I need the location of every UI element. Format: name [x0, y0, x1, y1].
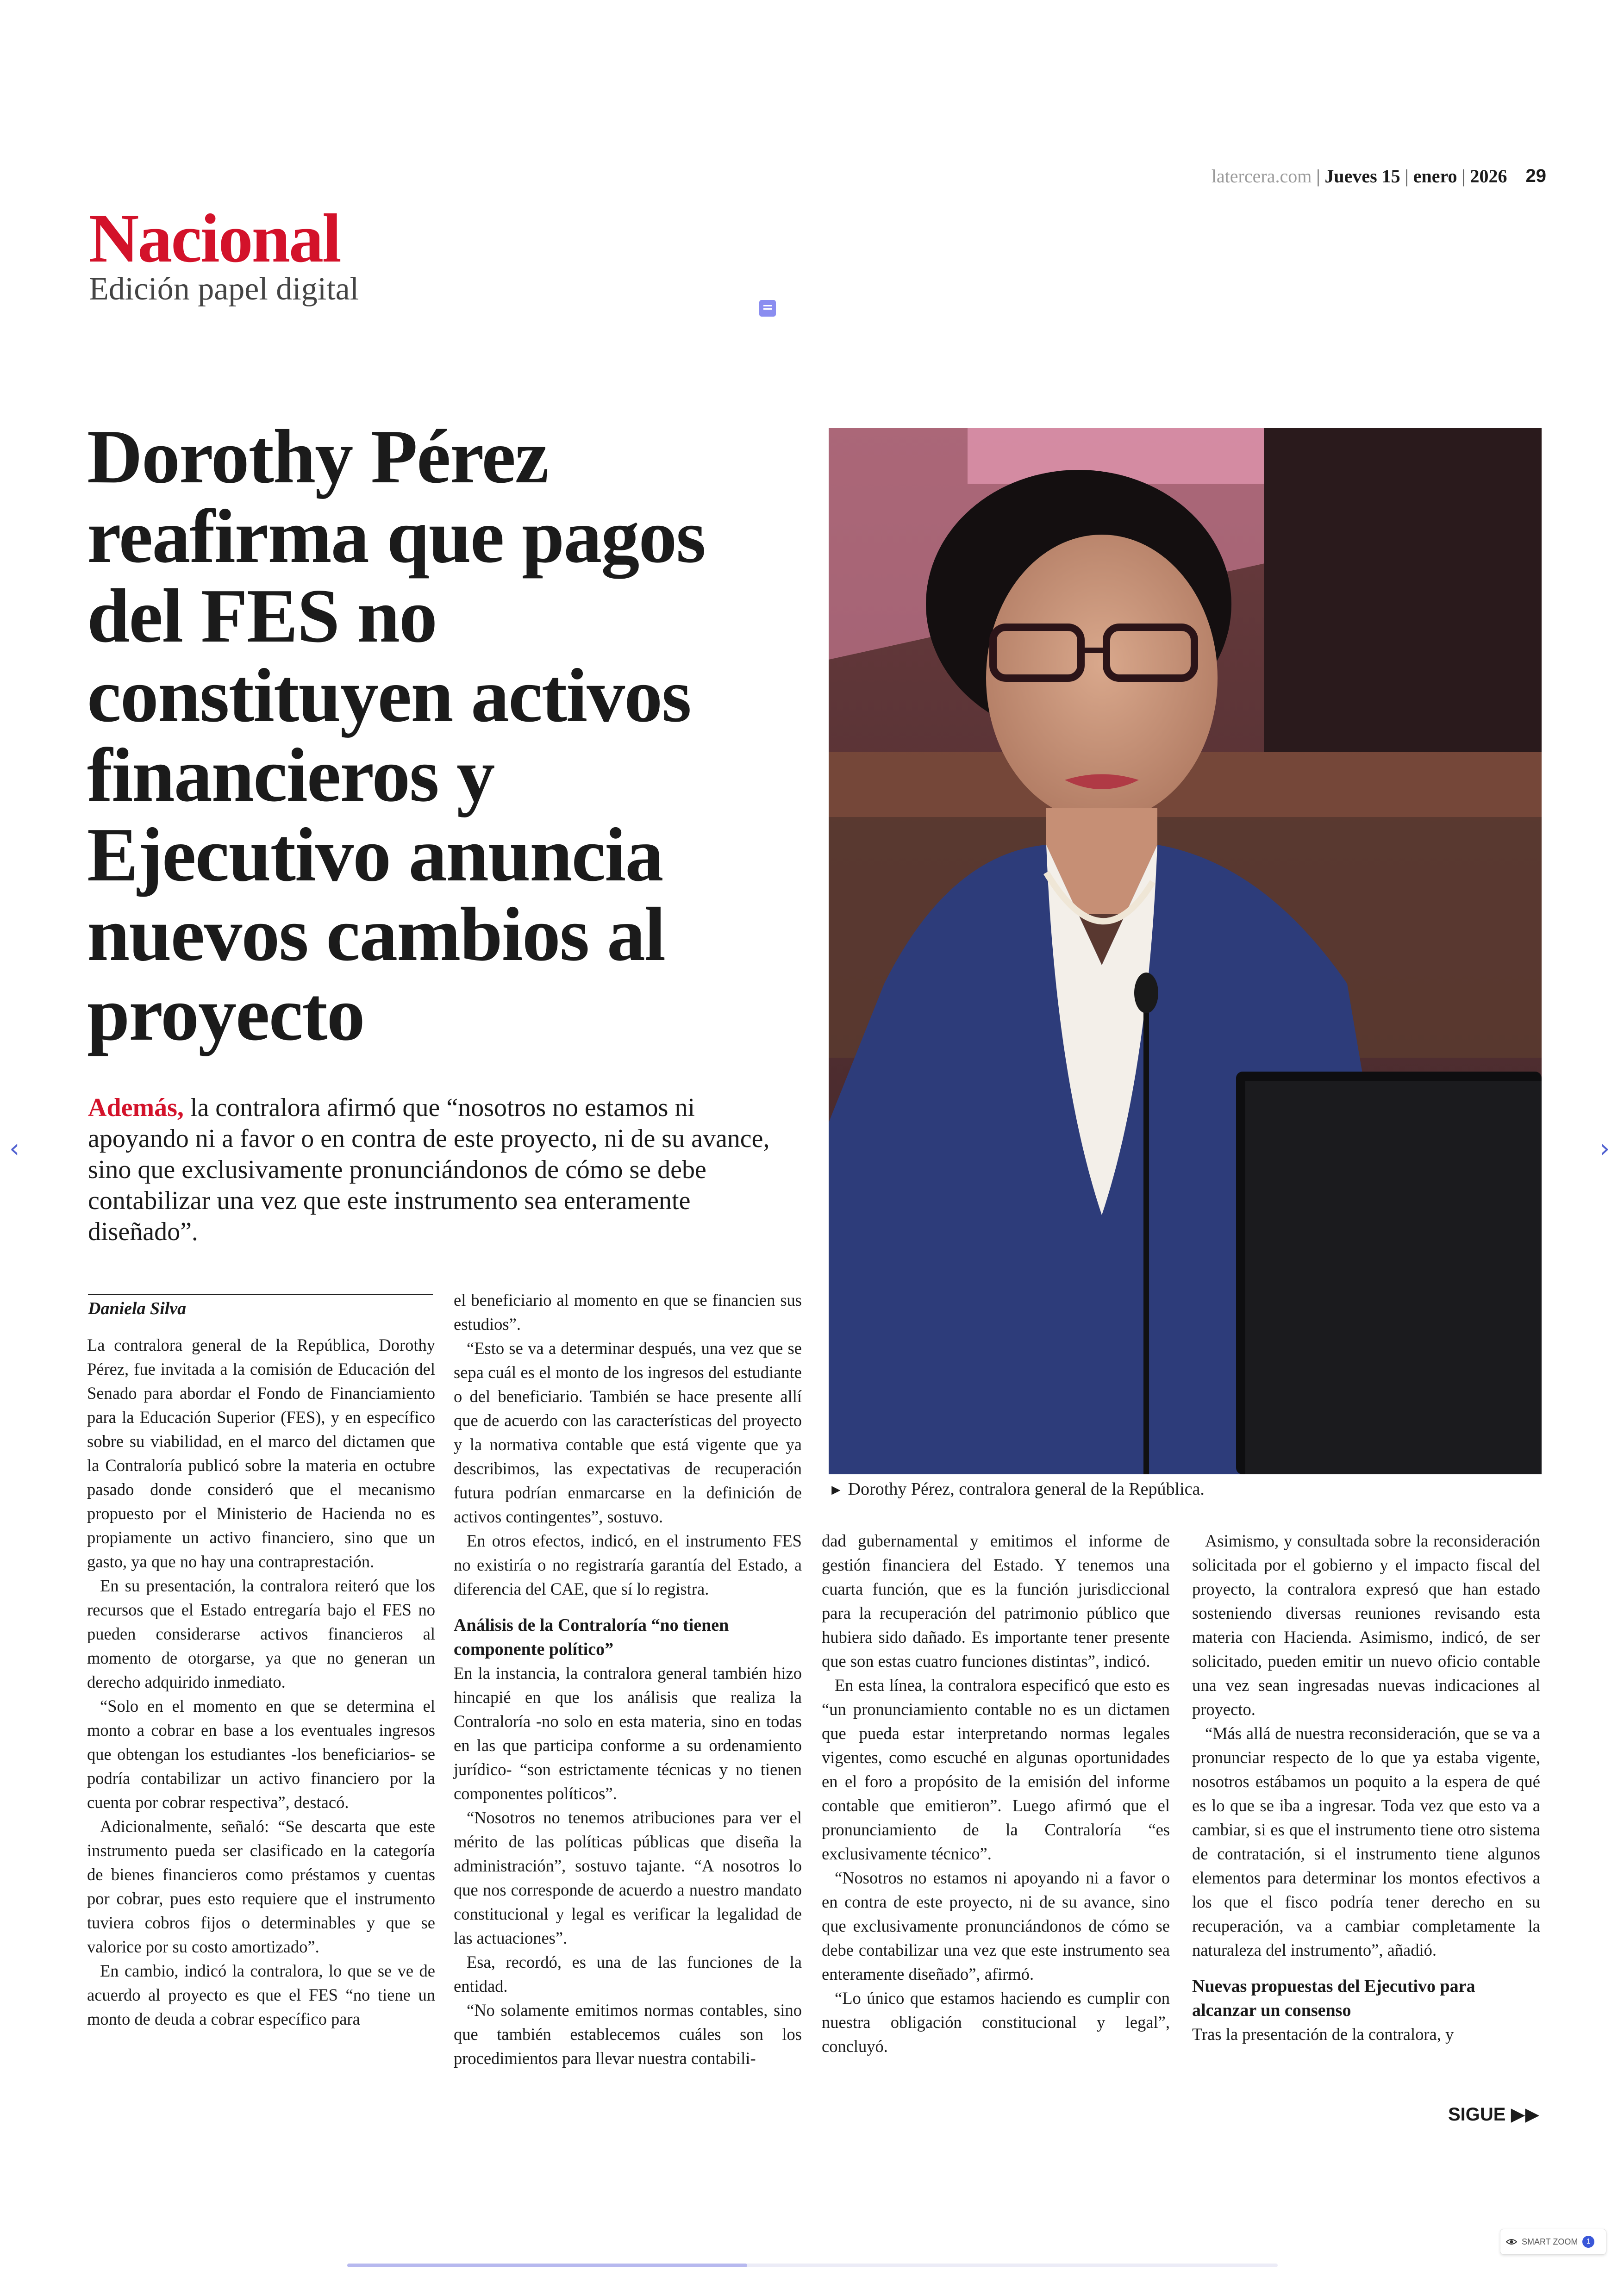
continue-label: SIGUE ▶▶ [1448, 2104, 1540, 2125]
subheading: Análisis de la Contraloría “no tienen componente político” [454, 1615, 729, 1659]
page-folio [1143, 162, 1546, 190]
article-photo [829, 428, 1542, 1474]
body-paragraph: En su presentación, la contralora reiteró que los recursos que el Estado entregaría bajo el FES no pueden considerarse activos financieros al momento de otorgarse, ya que no generan un derecho adquirido inmediato. [87, 1576, 435, 1691]
lead-text: la contralora afirmó que “nosotros no estamos ni apoyando ni a favor o en contra de este proyecto, ni de su avance, sino que exclusivamente pronunciándonos de cómo se debe contabilizar una vez que este instrumento sea enteramente diseñado”. [88, 1093, 770, 1246]
headline: Dorothy Pérez reafirma que pagos del FES no constituyen activos financieros y Ejecutivo anuncia nuevos cambios al proyecto [87, 414, 705, 1056]
body-paragraph: La contralora general de la República, Dorothy Pérez, fue invitada a la comisión de Educación del Senado para abordar el Fondo de Financiamiento para la Educación Superior (FES), y en específico sobre su viabilidad, en el marco del dictamen que la Contraloría publicó sobre la materia en octubre pasado donde consideró que el mecanismo propuesto por el Ministerio de Hacienda no es propiamente un activo financiero, sino que un gasto, ya que no hay una contraprestación. [87, 1335, 435, 1571]
byline: Daniela Silva [88, 1299, 187, 1318]
portrait-illustration [829, 428, 1542, 1474]
body-paragraph: Asimismo, y consultada sobre la reconsideración solicitada por el gobierno y el impacto fiscal del proyecto, la contralora expresó que han estado sosteniendo diversas reuniones revisando esta materia con Hacienda. Asimismo, indicó, de ser solicitado, pueden emitir un nuevo oficio contable una vez sean ingresadas nuevas indicaciones al proyecto. [1192, 1531, 1540, 1719]
lead-keyword: Además, [88, 1093, 184, 1122]
article-column-3 [822, 1529, 1170, 2131]
subheading: Nuevas propuestas del Ejecutivo para alcanzar un consenso [1192, 1977, 1475, 2020]
smart-zoom-badge: 1 [1582, 2236, 1594, 2248]
eye-icon [1506, 2238, 1517, 2245]
body-paragraph: En la instancia, la contralora general también hizo hincapié en que los análisis que realiza la Contraloría -no solo en esta materia, sino en todas en las que participa conforme a su ordenamiento jurídico- “son estrictamente técnicas y no tienen componentes políticos”. [454, 1664, 802, 1803]
byline-rule [88, 1294, 433, 1295]
page-number: 29 [1525, 165, 1546, 186]
page-progress-fill [347, 2264, 747, 2267]
next-page-arrow-icon[interactable]: › [1599, 1134, 1610, 1164]
note-icon[interactable] [759, 300, 776, 317]
section-subtitle: Edición papel digital [89, 271, 359, 307]
previous-page-arrow-icon[interactable]: ‹ [9, 1134, 20, 1164]
section-title: Nacional [89, 200, 340, 277]
folio-separator: | [1462, 165, 1466, 187]
body-paragraph: “Nosotros no estamos ni apoyando ni a favor o en contra de este proyecto, ni de su avance, sino que exclusivamente pronunciándonos de cómo se debe contabilizar una vez que este instrumento sea enteramente diseñado”, afirmó. [822, 1868, 1170, 1983]
site-name: latercera.com [1211, 165, 1312, 187]
photo-caption [829, 1479, 1542, 1499]
caption-marker: ► [829, 1481, 843, 1498]
body-paragraph: dad gubernamental y emitimos el informe de gestión financiera del Estado. Y tenemos una cuarta función, que es la función jurisdiccional para la recuperación del patrimonio público que hubiera sido dañado. Es importante tener presente que son estas cuatro funciones distintas”, indicó. [822, 1531, 1170, 1671]
body-paragraph: “Lo único que estamos haciendo es cumplir con nuestra obligación constitucional y legal”, concluyó. [822, 1989, 1170, 2056]
body-paragraph: En esta línea, la contralora especificó que esto es “un pronunciamiento contable no es un dictamen que pueda estar interpretando normas legales vigentes, como escuché en algunas oportunidades en el foro a propósito de la emisión del informe contable que emitieron”. Luego afirmó que el pronunciamiento de la Contraloría “es exclusivamente técnico”. [822, 1676, 1170, 1863]
folio-separator: | [1316, 165, 1320, 187]
body-paragraph: En otros efectos, indicó, en el instrumento FES no existiría o no registraría garantía del Estado, a diferencia del CAE, que sí lo registra. [454, 1531, 802, 1598]
article-column-4 [1192, 1529, 1540, 2131]
body-paragraph: En cambio, indicó la contralora, lo que se ve de acuerdo al proyecto es que el FES “no tiene un monto de deuda a cobrar específico para [87, 1961, 435, 2028]
body-paragraph: “Solo en el momento en que se determina el monto a cobrar en base a los eventuales ingresos que obtengan los estudiantes -los beneficiarios- se podría contabilizar un activo financiero por la cuenta por cobrar respectiva”, destacó. [87, 1696, 435, 1812]
body-paragraph: “No solamente emitimos normas contables, sino que también establecemos cuáles son los procedimientos para llevar nuestra contabili- [454, 2001, 802, 2068]
smart-zoom-label: SMART ZOOM [1522, 2237, 1578, 2246]
folio-day: Jueves 15 [1324, 165, 1400, 187]
folio-year: 2026 [1470, 165, 1507, 187]
folio-separator: | [1405, 165, 1409, 187]
body-paragraph: Adicionalmente, señaló: “Se descarta que este instrumento pueda ser clasificado en la categoría de bienes financieros como préstamos y cuentas por cobrar, pues esto requiere que el instrumento tuviera cobros fijos o determinables y que se valorice por su costo amortizado”. [87, 1817, 435, 1956]
lead-paragraph [88, 1092, 782, 1247]
body-paragraph: el beneficiario al momento en que se financien sus estudios”. [454, 1291, 802, 1334]
article-column-2 [454, 1288, 802, 2131]
caption-text: Dorothy Pérez, contralora general de la República. [848, 1479, 1205, 1499]
article-column-1 [87, 1333, 435, 2139]
body-paragraph: Tras la presentación de la contralora, y [1192, 2025, 1454, 2044]
body-paragraph: “Esto se va a determinar después, una vez que se sepa cuál es el monto de los ingresos del estudiante o del beneficiario. También se hace presente allí que de acuerdo con las características del proyecto y la normativa contable que está vigente que ya describimos, las expectativas de recuperación futura podrían enmarcarse en la definición de activos contingentes”, sostuvo. [454, 1339, 802, 1526]
folio-month: enero [1413, 165, 1457, 187]
body-paragraph: “Nosotros no tenemos atribuciones para ver el mérito de las políticas públicas que diseña la administración”, sostuvo tajante. “A nosotros lo que nos corresponde de acuerdo a nuestro mandato constitucional y legal es verificar la legalidad de las actuaciones”. [454, 1808, 802, 1947]
smart-zoom-button[interactable] [1500, 2229, 1606, 2255]
body-paragraph: “Más allá de nuestra reconsideración, que se va a pronunciar respecto de lo que ya estaba vigente, nosotros estábamos un poquito a la espera de qué es lo que se iba a ingresar. Toda vez que esto va a cambiar, si es que el instrumento tiene otro sistema de contratación, si el instrumento tiene algunos elementos para determinar los montos efectivos a los que el fisco podría tener derecho en su recuperación, va a cambiar completamente la naturaleza del instrumento”, añadió. [1192, 1724, 1540, 1959]
body-paragraph: Esa, recordó, es una de las funciones de la entidad. [454, 1952, 802, 1996]
